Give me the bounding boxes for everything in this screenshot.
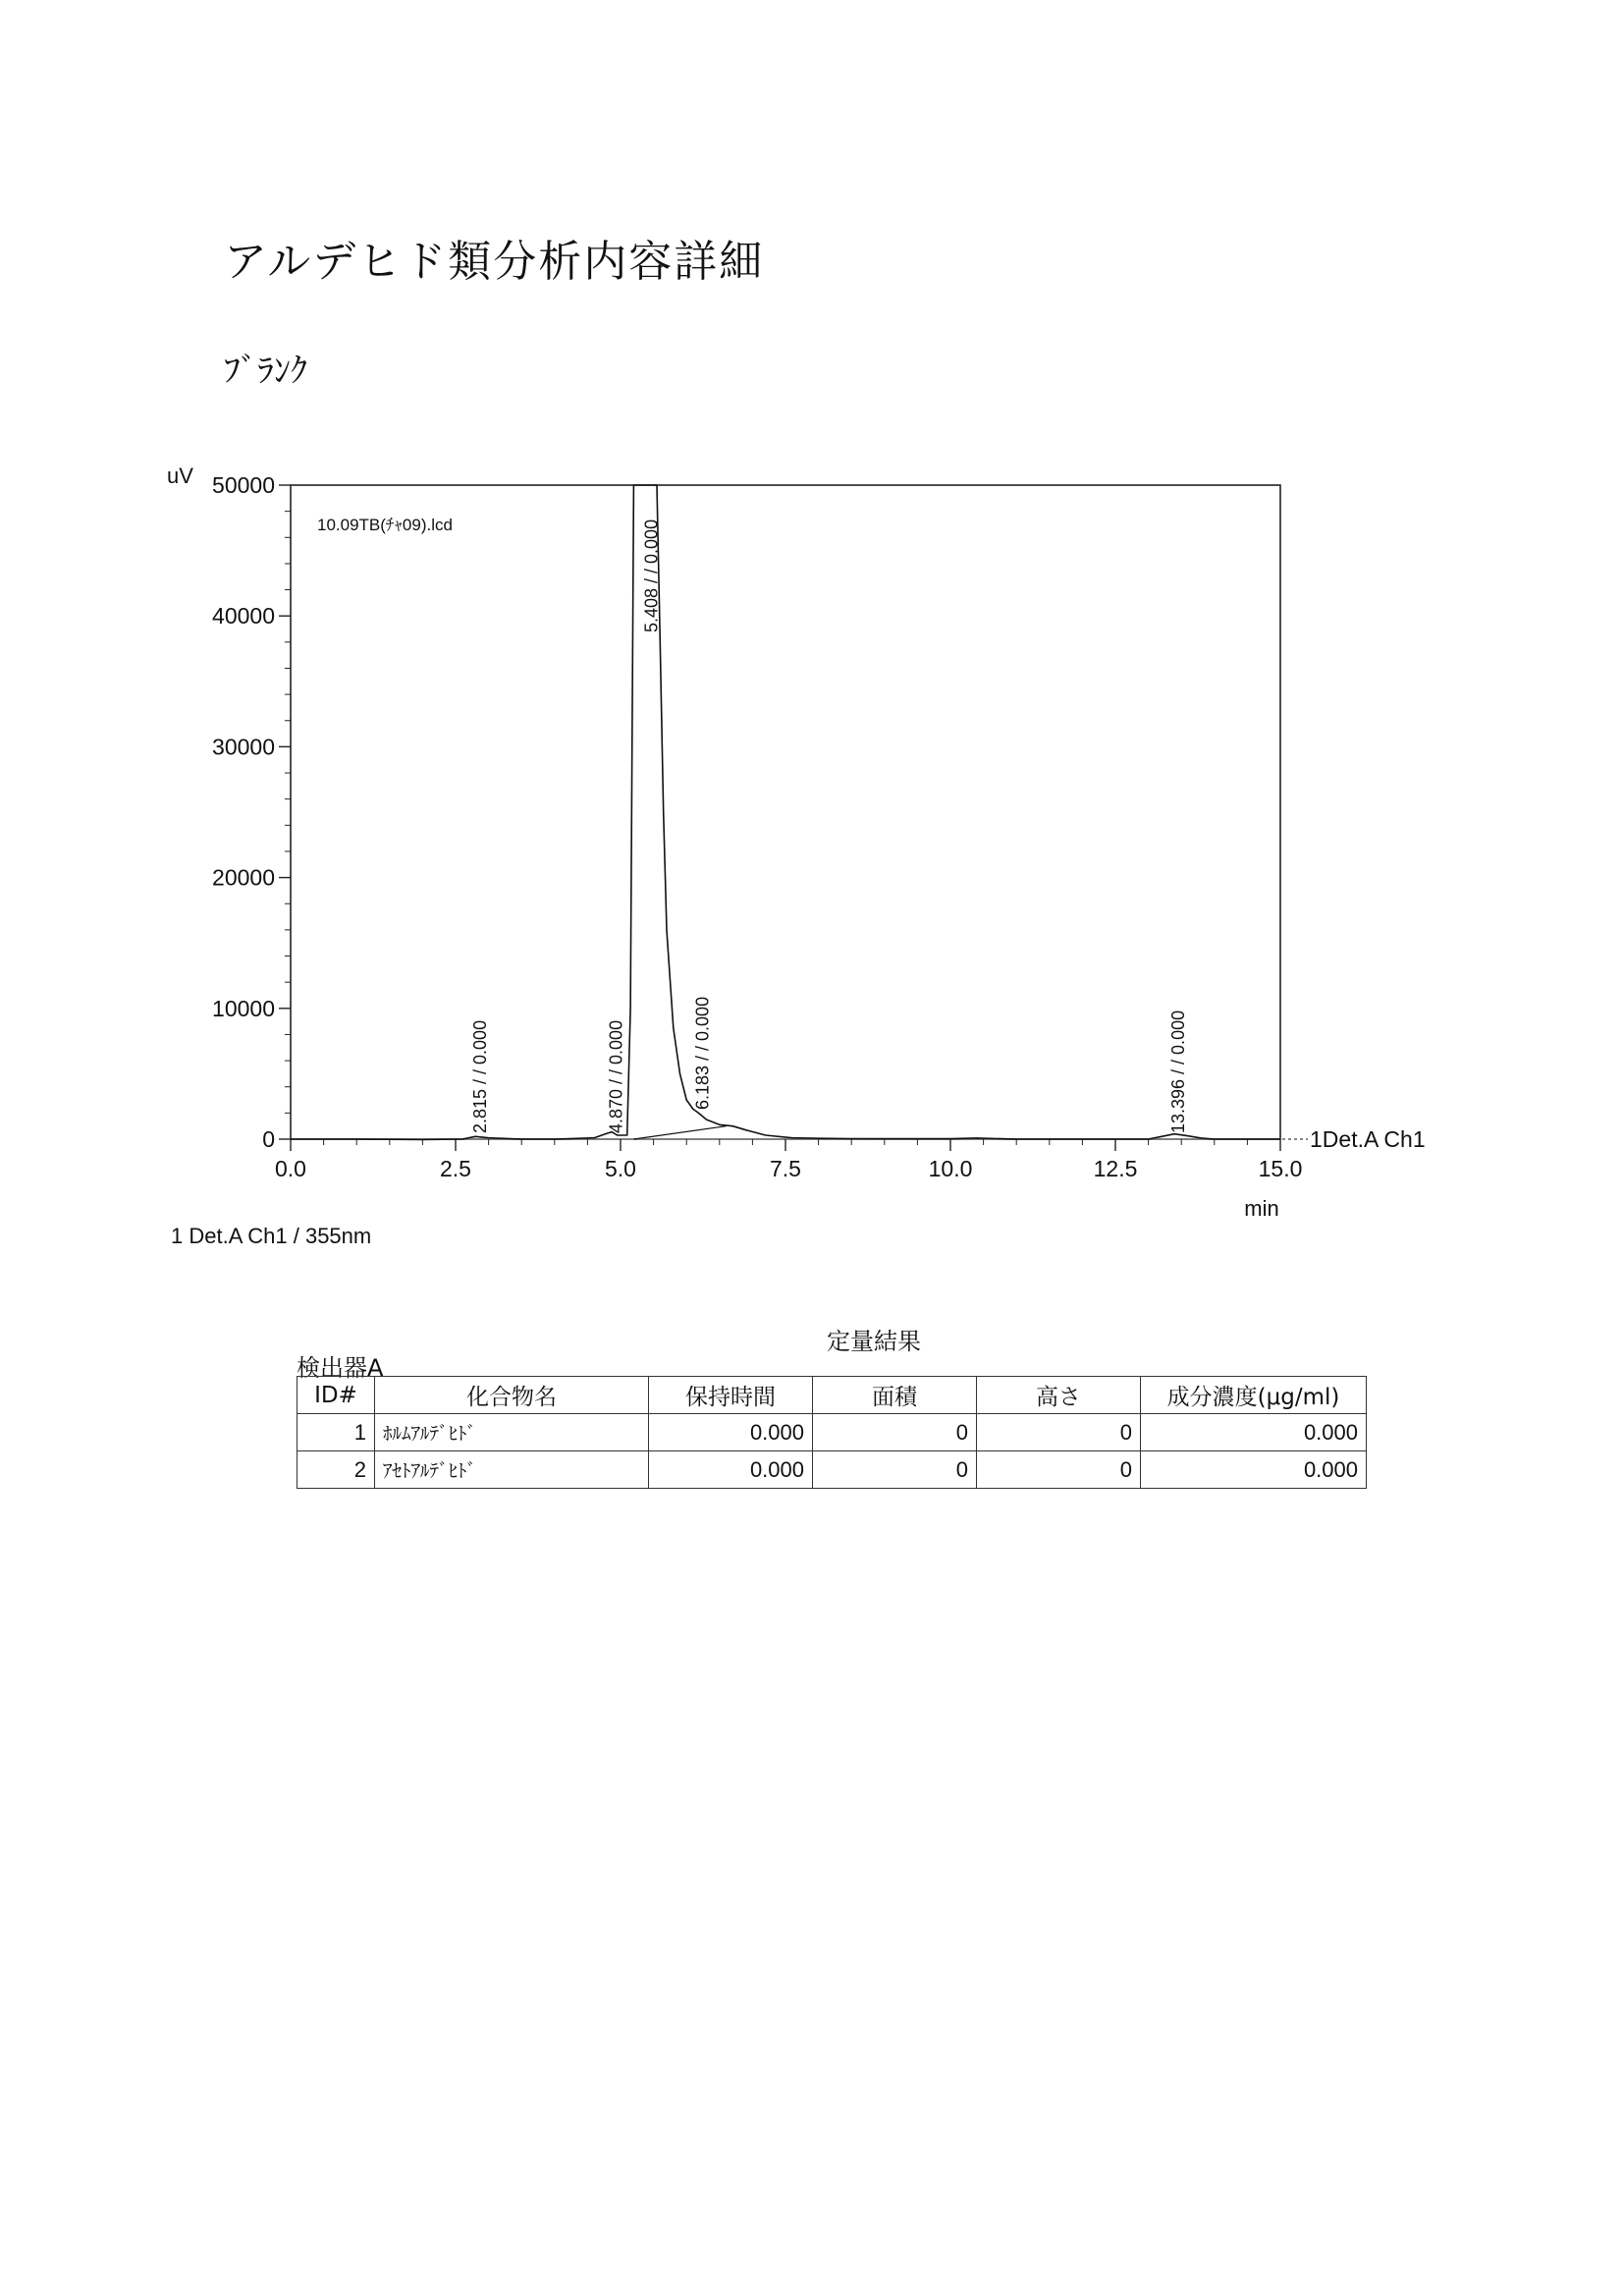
x-axis-label: min [1244, 1196, 1279, 1221]
y-tick-label: 50000 [212, 472, 275, 498]
series-legend-label: 1Det.A Ch1 [1310, 1126, 1426, 1152]
cell-retention-time: 0.000 [649, 1414, 813, 1451]
header-concentration: 成分濃度(μg/ml) [1141, 1377, 1367, 1414]
x-tick-label: 10.0 [928, 1156, 973, 1181]
results-header-row [298, 1377, 1367, 1414]
header-retention-time: 保持時間 [649, 1377, 813, 1414]
cell-retention-time: 0.000 [649, 1451, 813, 1489]
results-caption: 検出器A [297, 1354, 384, 1382]
y-tick-label: 0 [262, 1126, 275, 1152]
peak-label: 4.870 / / 0.000 [606, 1019, 626, 1133]
cell-id: 2 [298, 1451, 375, 1489]
table-row [298, 1451, 1367, 1489]
y-tick-label: 30000 [212, 734, 275, 760]
cell-concentration: 0.000 [1141, 1451, 1367, 1489]
cell-height: 0 [977, 1451, 1141, 1489]
x-tick-label: 2.5 [440, 1156, 471, 1181]
x-tick-label: 12.5 [1093, 1156, 1138, 1181]
cell-area: 0 [813, 1414, 977, 1451]
peak-label: 2.815 / / 0.000 [470, 1019, 491, 1133]
page-subtitle: ﾌﾞﾗﾝｸ [224, 352, 307, 391]
header-id: ID# [298, 1377, 375, 1414]
results-table [297, 1376, 1367, 1489]
header-compound: 化合物名 [375, 1377, 649, 1414]
cell-concentration: 0.000 [1141, 1414, 1367, 1451]
peak-label: 5.408 / / 0.000 [641, 519, 662, 632]
header-area: 面積 [813, 1377, 977, 1414]
table-row [298, 1414, 1367, 1451]
file-label: 10.09TB(ﾁｬ09).lcd [317, 516, 453, 534]
cell-compound: ﾎﾙﾑｱﾙﾃﾞﾋﾄﾞ [375, 1414, 649, 1451]
integration-baseline [633, 1126, 726, 1139]
page-title: アルデヒド類分析内容詳細 [224, 237, 765, 287]
x-tick-label: 5.0 [605, 1156, 636, 1181]
y-tick-label: 40000 [212, 603, 275, 629]
x-tick-label: 15.0 [1258, 1156, 1303, 1181]
cell-id: 1 [298, 1414, 375, 1451]
peak-label: 13.396 / / 0.000 [1168, 1010, 1189, 1133]
series-line [291, 485, 1280, 1140]
y-tick-label: 10000 [212, 995, 275, 1021]
y-axis-label: uV [167, 464, 193, 488]
x-tick-label: 7.5 [770, 1156, 801, 1181]
cell-compound: ｱｾﾄｱﾙﾃﾞﾋﾄﾞ [375, 1451, 649, 1489]
detector-legend: 1 Det.A Ch1 / 355nm [171, 1224, 372, 1248]
cell-height: 0 [977, 1414, 1141, 1451]
x-tick-label: 0.0 [275, 1156, 306, 1181]
cell-area: 0 [813, 1451, 977, 1489]
peak-label: 6.183 / / 0.000 [692, 996, 713, 1110]
results-title: 定量結果 [827, 1328, 921, 1355]
plot-frame [291, 485, 1280, 1139]
header-height: 高さ [977, 1377, 1141, 1414]
y-tick-label: 20000 [212, 864, 275, 891]
